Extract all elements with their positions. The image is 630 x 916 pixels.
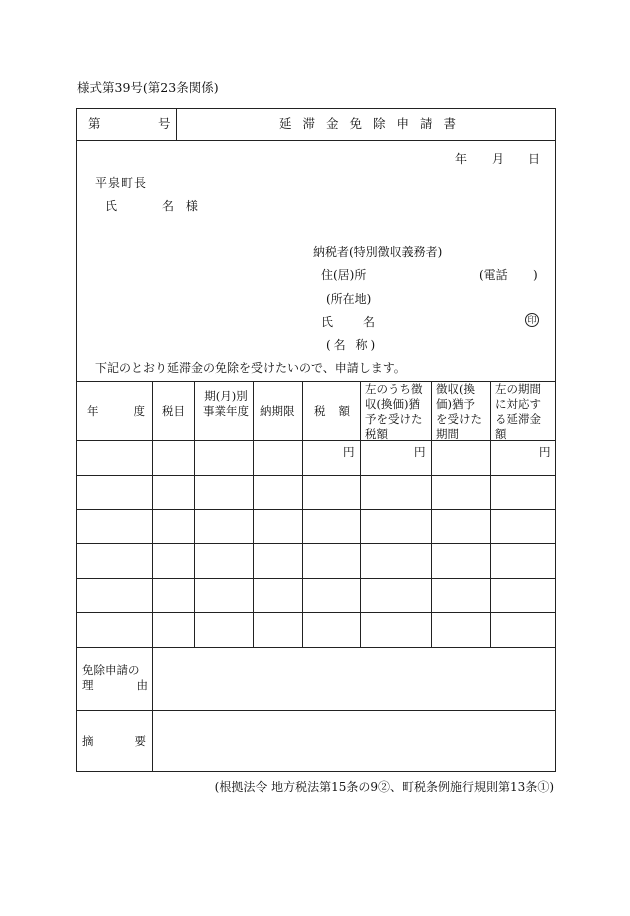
number-suffix: 号 bbox=[158, 116, 171, 131]
table-row-divider bbox=[76, 509, 556, 510]
table-column-divider bbox=[253, 381, 254, 647]
form-title: 延滞金免除申請書 bbox=[279, 116, 468, 131]
col-header-year: 年 度 bbox=[87, 404, 145, 418]
form-number-label: 様式第39号(第23条関係) bbox=[77, 80, 219, 95]
table-column-divider bbox=[431, 381, 432, 647]
application-statement: 下記のとおり延滞金の免除を受けたいので、申請します。 bbox=[95, 361, 406, 375]
col-header-deferred-amount: 左のうち徴 収(換価)猶 予を受けた 税額 bbox=[365, 382, 423, 441]
table-column-divider bbox=[490, 381, 491, 647]
table-row-divider bbox=[76, 612, 556, 613]
tax-amount-yen-unit: 円 bbox=[343, 445, 355, 459]
reason-label: 免除申請の 理 由 bbox=[82, 663, 148, 692]
header-number-divider bbox=[176, 108, 177, 140]
table-row-divider bbox=[76, 543, 556, 544]
col-header-tax-amount: 税 額 bbox=[314, 404, 350, 418]
address-label: 住(居)所 bbox=[321, 268, 367, 282]
seal-mark-icon: 印 bbox=[525, 313, 539, 327]
col-header-period: 期(月)別 事業年度 bbox=[203, 389, 249, 418]
col-header-tax-item: 税目 bbox=[162, 404, 185, 418]
addressee-name-prefix: 氏 bbox=[105, 199, 118, 213]
table-column-divider bbox=[360, 381, 361, 647]
header-divider bbox=[76, 140, 556, 141]
name-label-second: 名 bbox=[363, 315, 376, 329]
location-label: (所在地) bbox=[326, 292, 372, 306]
deferred-amount-yen-unit: 円 bbox=[414, 445, 426, 459]
corporate-name-label: (名 称) bbox=[326, 338, 379, 352]
date-day-label: 日 bbox=[528, 152, 541, 166]
date-month-label: 月 bbox=[492, 152, 505, 166]
name-label-first: 氏 bbox=[321, 315, 334, 329]
legal-basis-note: (根拠法令 地方税法第15条の9②、町税条例施行規則第13条①) bbox=[214, 780, 554, 794]
table-bottom-border bbox=[76, 647, 556, 648]
label-column-divider bbox=[152, 381, 153, 772]
phone-close: ) bbox=[533, 268, 538, 282]
table-column-divider bbox=[302, 381, 303, 647]
addressee-office: 平泉町長 bbox=[95, 176, 148, 190]
reason-bottom-border bbox=[76, 710, 556, 711]
late-fee-yen-unit: 円 bbox=[539, 445, 551, 459]
number-prefix: 第 bbox=[88, 116, 101, 131]
table-column-divider bbox=[194, 381, 195, 647]
addressee-name-suffix: 名 様 bbox=[162, 199, 202, 213]
remarks-label: 摘 要 bbox=[82, 734, 146, 748]
col-header-due-date: 納期限 bbox=[260, 404, 295, 418]
col-header-late-fee: 左の期間 に対応す る延滞金 額 bbox=[495, 382, 541, 441]
phone-label: (電話 bbox=[479, 268, 508, 282]
taxpayer-heading: 納税者(特別徴収義務者) bbox=[313, 245, 443, 259]
col-header-deferral-period: 徴収(換 価)猶予 を受けた 期間 bbox=[436, 382, 482, 441]
table-row-divider bbox=[76, 475, 556, 476]
table-row-divider bbox=[76, 578, 556, 579]
date-year-label: 年 bbox=[455, 152, 468, 166]
